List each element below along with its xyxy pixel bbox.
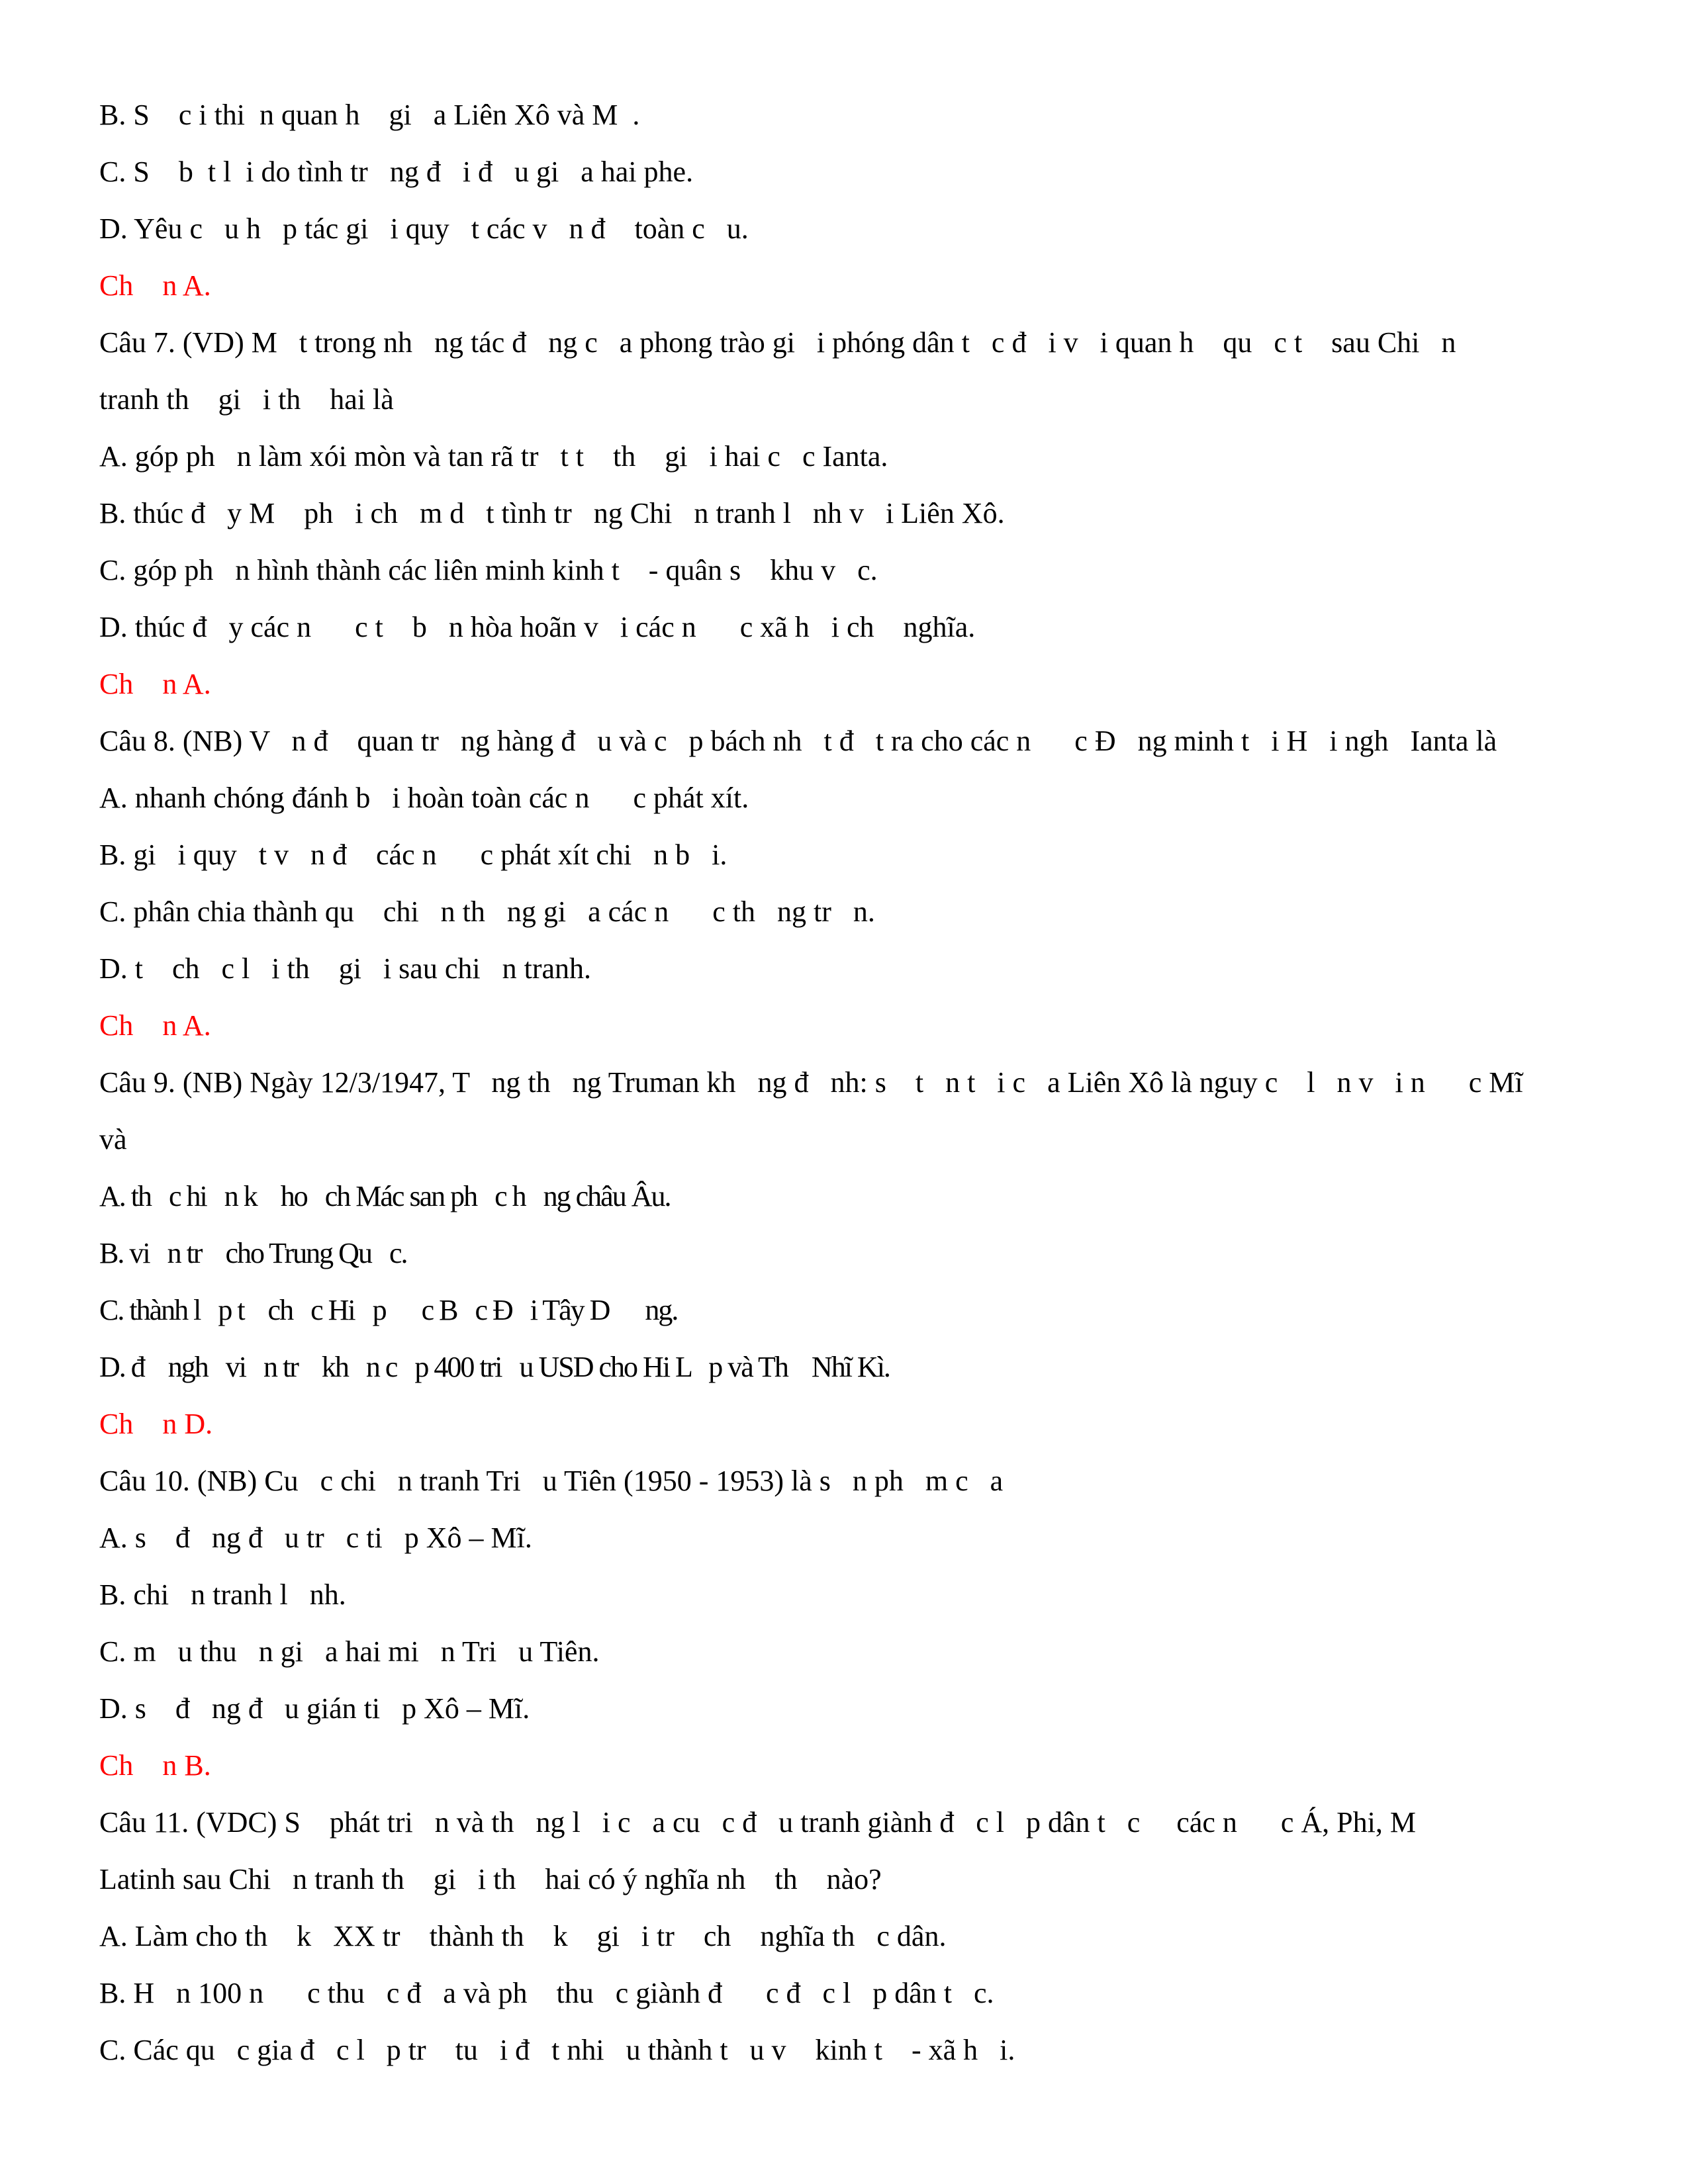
answer-label: Ch n A. [99,1009,211,1042]
option-text: B. thúc đ y M ph i ch m d t tình tr ng Chi n tranh l nh v i Liên Xô. [99,497,1005,529]
question-text: Câu 7. (VD) M t trong nh ng tác đ ng c a phong trào gi i phóng dân t c đ i v i quan h qu c t sau Chi n [99,326,1456,359]
option-text: B. vi n tr cho Trung Qu c. [99,1237,407,1269]
option-text: C. Các qu c gia đ c l p tr tu i đ t nhi u thành t u v kinh t - xã h i. [99,2034,1015,2066]
option-text: D. đ ngh vi n tr kh n c p 400 tri u USD cho Hi L p và Th Nhĩ Kì. [99,1351,890,1383]
option-text: D. Yêu c u h p tác gi i quy t các v n đ toàn c u. [99,212,749,245]
option-text: C. góp ph n hình thành các liên minh kinh t - quân s khu v c. [99,554,878,586]
answer-label: Ch n A. [99,269,211,302]
option-text: C. S b t l i do tình tr ng đ i đ u gi a hai phe. [99,156,694,188]
option-text: B. chi n tranh l nh. [99,1578,346,1611]
question-text: tranh th gi i th hai là [99,383,394,416]
option-text: D. t ch c l i th gi i sau chi n tranh. [99,952,591,985]
question-text: Câu 11. (VDC) S phát tri n và th ng l i c a cu c đ u tranh giành đ c l p dân t c các n c Á, Phi, M [99,1806,1417,1839]
option-text: C. m u thu n gi a hai mi n Tri u Tiên. [99,1635,600,1668]
question-text: Câu 8. (NB) V n đ quan tr ng hàng đ u và c p bách nh t đ t ra cho các n c Đ ng minh t i H i ngh Ianta là [99,725,1497,757]
option-text: B. gi i quy t v n đ các n c phát xít chi n b i. [99,839,727,871]
option-text: A. nhanh chóng đánh b i hoàn toàn các n c phát xít. [99,782,749,814]
answer-label: Ch n A. [99,668,211,700]
option-text: A. góp ph n làm xói mòn và tan rã tr t t th gi i hai c c Ianta. [99,440,888,473]
option-text: D. thúc đ y các n c t b n hòa hoãn v i các n c xã h i ch nghĩa. [99,611,976,643]
answer-label: Ch n B. [99,1749,211,1782]
option-text: C. phân chia thành qu chi n th ng gi a các n c th ng tr n. [99,895,875,928]
option-text: B. H n 100 n c thu c đ a và ph thu c giành đ c đ c l p dân t c. [99,1977,994,2009]
answer-label: Ch n D. [99,1408,213,1440]
option-text: D. s đ ng đ u gián ti p Xô – Mĩ. [99,1692,530,1725]
question-text: Câu 10. (NB) Cu c chi n tranh Tri u Tiên (1950 - 1953) là s n ph m c a [99,1465,1004,1497]
option-text: C. thành l p t ch c Hi p c B c Đ i Tây D ng. [99,1294,678,1326]
option-text: A. th c hi n k ho ch Mác san ph c h ng châu Âu. [99,1180,671,1212]
question-text: Latinh sau Chi n tranh th gi i th hai có ý nghĩa nh th nào? [99,1863,882,1895]
option-text: A. s đ ng đ u tr c ti p Xô – Mĩ. [99,1522,532,1554]
option-text: A. Làm cho th k XX tr thành th k gi i tr ch nghĩa th c dân. [99,1920,947,1952]
option-text: B. S c i thi n quan h gi a Liên Xô và M . [99,99,640,131]
question-text: Câu 9. (NB) Ngày 12/3/1947, T ng th ng Truman kh ng đ nh: s t n t i c a Liên Xô là nguy c l n v i n c Mĩ [99,1066,1523,1099]
question-text: và [99,1123,127,1156]
